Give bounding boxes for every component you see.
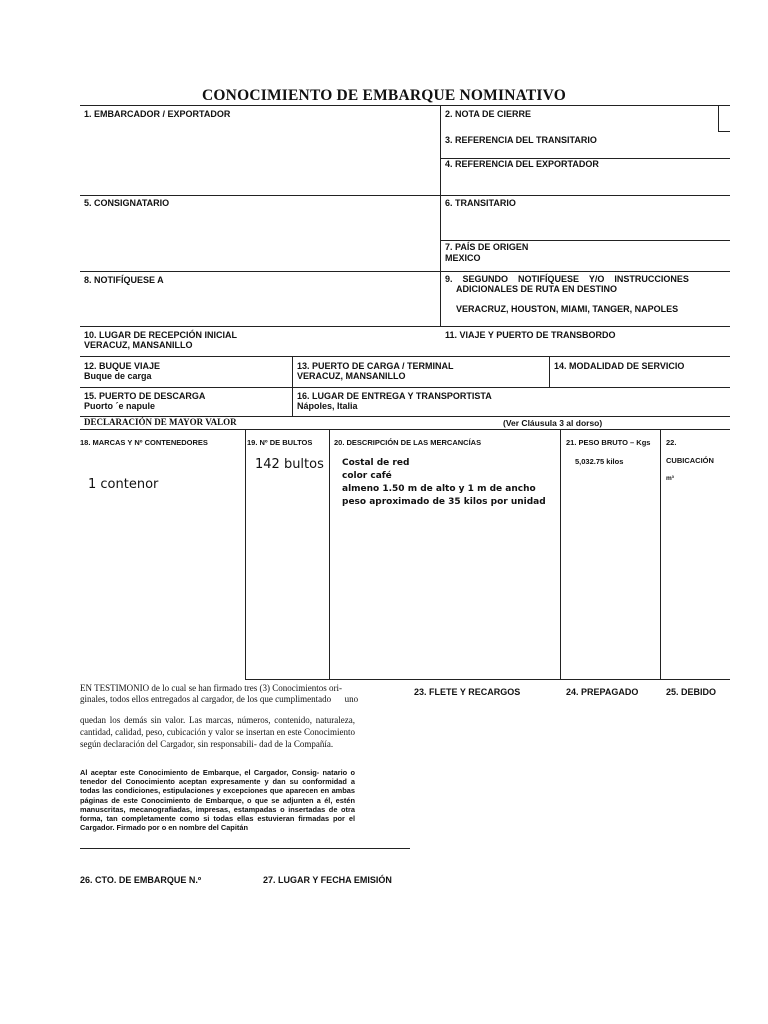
label-cto-embarque: 26. CTO. DE EMBARQUE N.º [80,875,202,885]
testimonio-line-1: EN TESTIMONIO de lo cual se han firmado tres (3) Conocimientos ori- [80,683,343,693]
header-marcas: 18. MARCAS Y Nº CONTENEDORES [80,438,208,447]
desc-line-2: color café [342,471,392,481]
label-debido: 25. DEBIDO [666,687,717,697]
testimonio-line-2: ginales, todos ellos entregados al cargador, de los que cumplimentado uno [80,694,359,704]
value-puerto-descarga: Puorto ´e napule [84,401,156,411]
value-peso: 5,032.75 kilos [575,457,624,466]
value-lugar-entrega: Nápoles, Italia [297,401,358,411]
label-viaje-transbordo: 11. VIAJE Y PUERTO DE TRANSBORDO [445,330,616,340]
label-consignatario: 5. CONSIGNATARIO [84,198,170,208]
label-prepagado: 24. PREPAGADO [566,687,639,697]
label-nota-cierre: 2. NOTA DE CIERRE [445,109,532,119]
document-title: CONOCIMIENTO DE EMBARQUE NOMINATIVO [202,87,566,104]
value-buque-viaje: Buque de carga [84,371,152,381]
value-puerto-carga: VERACUZ, MANSANILLO [297,371,406,381]
label-flete: 23. FLETE Y RECARGOS [414,687,521,697]
label-embarcador: 1. EMBARCADOR / EXPORTADOR [84,109,231,119]
value-lugar-recepcion: VERACUZ, MANSANILLO [84,340,193,350]
testimonio-parrafo: quedan los demás sin valor. Las marcas, números, contenido, naturaleza, cantidad, calidad, peso, cubicación y valor se insertan en este Conocimiento según declaración del Cargador, sin responsabili- dad de la Compañía. [80,715,355,749]
value-pais-origen: MEXICO [445,253,481,263]
header-bultos: 19. Nº DE BULTOS [247,438,313,447]
label-transitario: 6. TRANSITARIO [445,198,516,208]
header-cubicacion-num: 22. [666,438,677,447]
label-lugar-fecha: 27. LUGAR Y FECHA EMISIÓN [263,875,392,885]
label-lugar-entrega: 16. LUGAR DE ENTREGA Y TRANSPORTISTA [297,391,492,401]
header-peso: 21. PESO BRUTO – Kgs [566,438,651,447]
header-cubicacion: CUBICACIÓN [666,456,714,465]
header-cubicacion-unit: m³ [666,475,674,482]
label-puerto-carga: 13. PUERTO DE CARGA / TERMINAL [297,361,454,371]
label-modalidad: 14. MODALIDAD DE SERVICIO [554,361,685,371]
value-ruta-destino: VERACRUZ, HOUSTON, MIAMI, TANGER, NAPOLES [456,304,679,314]
label-puerto-descarga: 15. PUERTO DE DESCARGA [84,391,206,401]
label-segundo-notifiquese-cont: ADICIONALES DE RUTA EN DESTINO [456,284,618,294]
desc-line-1: Costal de red [342,458,410,468]
label-ref-exportador: 4. REFERENCIA DEL EXPORTADOR [445,159,599,169]
aceptar-texto: Al aceptar este Conocimiento de Embarque, el Cargador, Consig- natario o tenedor del Conocimiento aceptan expresamente y dan su conformidad a todas las condiciones, estipulaciones y excepciones que aparecen en ambas páginas de este Conocimiento de Embarque, o que se adjunten a él, estén manuscritas, mecanografiadas, impresas, estampadas o insertadas de otra forma, tan completamente como si todas ellas estuvieran firmadas por el Cargador. Firmado por o en nombre del Capitán [80,768,355,833]
value-contenedor: 1 contenor [88,477,159,492]
label-lugar-recepcion: 10. LUGAR DE RECEPCIÓN INICIAL [84,330,238,340]
desc-line-3: almeno 1.50 m de alto y 1 m de ancho [342,484,536,494]
header-descripcion: 20. DESCRIPCIÓN DE LAS MERCANCÍAS [334,438,482,447]
value-bultos: 142 bultos [255,457,324,472]
declaracion-mayor-valor: DECLARACIÓN DE MAYOR VALOR [84,417,237,427]
label-pais-origen: 7. PAÍS DE ORIGEN [445,242,529,252]
label-ref-transitario: 3. REFERENCIA DEL TRANSITARIO [445,135,597,145]
label-segundo-notifiquese: 9. SEGUNDO NOTIFÍQUESE Y/O INSTRUCCIONES [445,274,689,284]
desc-line-4: peso aproximado de 35 kilos por unidad [342,497,546,507]
label-buque-viaje: 12. BUQUE VIAJE [84,361,161,371]
declaracion-nota: (Ver Cláusula 3 al dorso) [503,418,603,428]
label-notifiquese: 8. NOTIFÍQUESE A [84,275,164,285]
